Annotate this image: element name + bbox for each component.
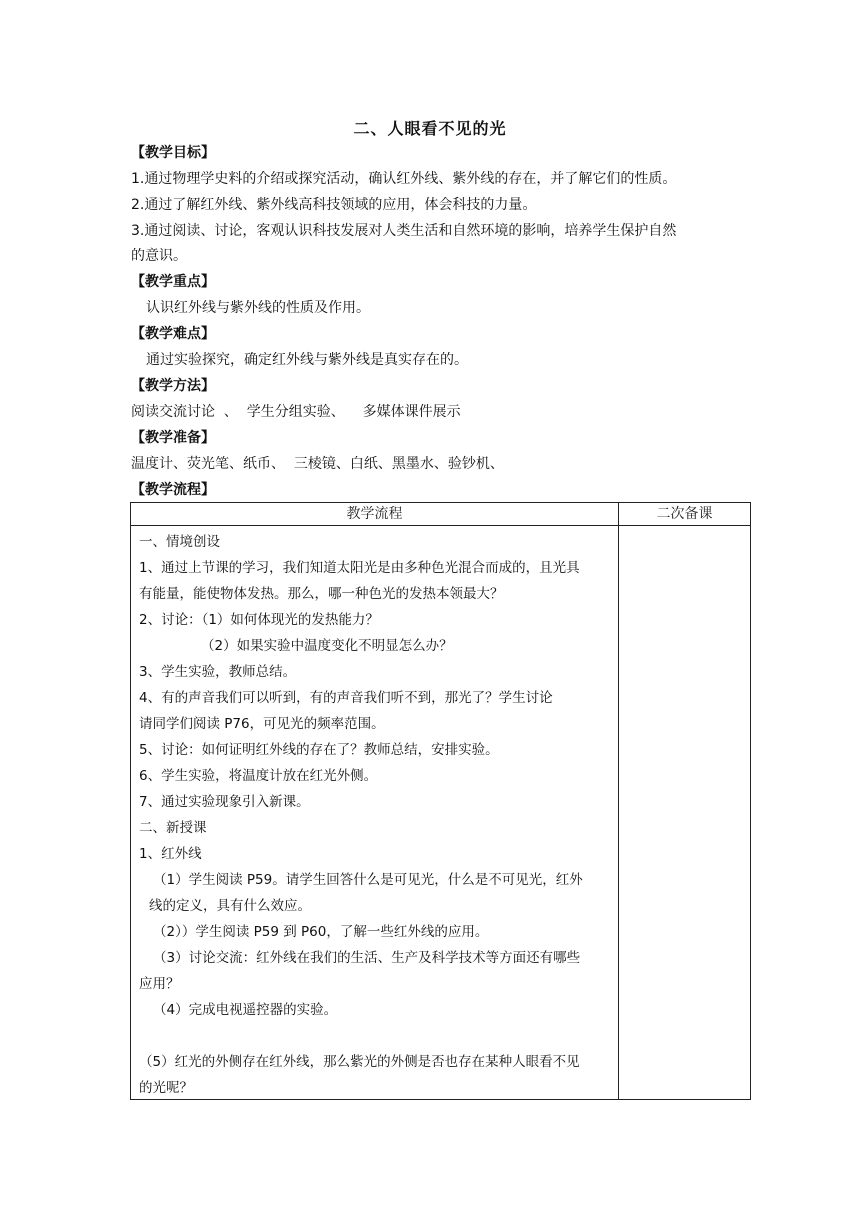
process-line: （4）完成电视遥控器的实验。 <box>153 1002 338 1018</box>
process-line: （1）学生阅读 P59。请学生回答什么是可见光，什么是不可见光，红外 <box>153 872 583 888</box>
objective-item-1: 1.通过物理学史料的介绍或探究活动，确认红外线、紫外线的存在，并了解它们的性质。 <box>131 171 677 187</box>
process-line: 的光呢？ <box>139 1080 193 1096</box>
objective-item-2: 2.通过了解红外线、紫外线高科技领域的应用，体会科技的力量。 <box>131 197 537 213</box>
key-points-text: 认识红外线与紫外线的性质及作用。 <box>146 300 370 316</box>
objectives-heading: 【教学目标】 <box>131 145 215 161</box>
process-line: 3、学生实验，教师总结。 <box>139 664 297 680</box>
page-title: 二、人眼看不见的光 <box>353 119 507 138</box>
preparation-text: 温度计、荧光笔、纸币、 三棱镜、白纸、黑墨水、验钞机、 <box>131 456 504 472</box>
difficulties-heading: 【教学难点】 <box>131 326 215 342</box>
process-line: （2）如果实验中温度变化不明显怎么办？ <box>201 638 453 654</box>
column-header-process: 教学流程 <box>131 503 619 526</box>
process-line: 1、红外线 <box>139 846 202 862</box>
objective-item-3-continued: 的意识。 <box>131 248 187 264</box>
process-line: 应用？ <box>139 976 180 992</box>
process-line: 一、情境创设 <box>139 534 220 550</box>
process-line: 5、讨论：如何证明红外线的存在了？教师总结，安排实验。 <box>139 742 499 758</box>
column-header-notes: 二次备课 <box>619 503 751 526</box>
process-line: 请同学们阅读 P76，可见光的频率范围。 <box>139 716 385 732</box>
methods-heading: 【教学方法】 <box>131 378 215 394</box>
process-line: 有能量，能使物体发热。那么，哪一种色光的发热本领最大？ <box>139 586 504 602</box>
process-line: 6、学生实验，将温度计放在红光外侧。 <box>139 768 378 784</box>
notes-cell[interactable] <box>619 526 751 1100</box>
table-header-row <box>131 503 751 526</box>
process-line: （5）红光的外侧存在红外线，那么紫光的外侧是否也存在某种人眼看不见 <box>139 1054 580 1070</box>
methods-text: 阅读交流讨论 、 学生分组实验、 多媒体课件展示 <box>131 404 461 420</box>
difficulties-text: 通过实验探究，确定红外线与紫外线是真实存在的。 <box>146 352 468 368</box>
process-table <box>130 502 751 1100</box>
process-line: 线的定义，具有什么效应。 <box>149 898 311 914</box>
process-line: （3）讨论交流：红外线在我们的生活、生产及科学技术等方面还有哪些 <box>153 950 581 966</box>
key-points-heading: 【教学重点】 <box>131 274 215 290</box>
process-heading: 【教学流程】 <box>131 482 215 498</box>
process-content-cell <box>131 526 619 1100</box>
process-line: 2、讨论：（1）如何体现光的发热能力？ <box>139 612 379 628</box>
process-line: 4、有的声音我们可以听到，有的声音我们听不到，那光了？学生讨论 <box>139 690 553 706</box>
process-line: 7、通过实验现象引入新课。 <box>139 794 310 810</box>
table-body-row <box>131 526 751 1100</box>
process-line: 二、新授课 <box>139 820 207 836</box>
preparation-heading: 【教学准备】 <box>131 430 215 446</box>
process-line: （2））学生阅读 P59 到 P60，了解一些红外线的应用。 <box>153 924 489 940</box>
objective-item-3: 3.通过阅读、讨论，客观认识科技发展对人类生活和自然环境的影响，培养学生保护自然 <box>131 223 677 239</box>
process-line: 1、通过上节课的学习，我们知道太阳光是由多种色光混合而成的，且光具 <box>139 560 580 576</box>
